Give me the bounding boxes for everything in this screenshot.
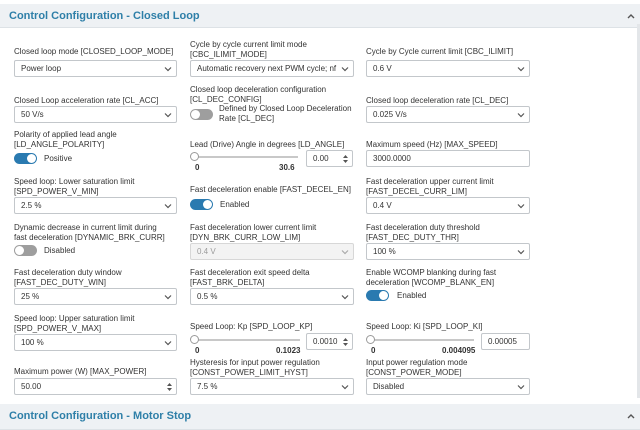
fast-dec-duty-thr-select[interactable] xyxy=(366,243,530,260)
max-speed-input[interactable] xyxy=(366,150,530,167)
const-power-mode-label: Input power regulation mode xyxy=(366,358,468,367)
spinner-icon[interactable] xyxy=(166,381,173,393)
ld-angle-value: 0.00 xyxy=(313,154,329,163)
spd-loop-ki-value: 0.00005 xyxy=(488,337,517,346)
ld-angle-label: Lead (Drive) Angle in degrees [LD_ANGLE] xyxy=(190,140,345,149)
ld-angle-min: 0 xyxy=(195,163,200,172)
const-power-limit-hyst-label-2: [CONST_POWER_LIMIT_HYST] xyxy=(190,368,308,377)
chevron-down-icon xyxy=(164,65,172,73)
ld-angle-polarity-label: Polarity of applied lead angle xyxy=(14,130,117,139)
section-header-closed-loop[interactable] xyxy=(0,4,640,28)
ld-angle-input[interactable] xyxy=(306,150,353,167)
cl-acc-label: Closed Loop acceleration rate [CL_ACC] xyxy=(14,96,159,105)
chevron-down-icon xyxy=(164,293,172,301)
chevron-down-icon xyxy=(517,65,525,73)
spd-power-v-min-select[interactable] xyxy=(14,197,177,214)
cl-dec-config-toggle-text: Defined by Closed Loop Deceleration xyxy=(219,104,352,113)
cbc-ilimit-mode-value: Automatic recovery next PWM cycle; nf xyxy=(197,64,337,73)
const-power-mode-value: Disabled xyxy=(373,382,405,391)
chevron-down-icon xyxy=(164,202,172,210)
closed-loop-mode-select[interactable] xyxy=(14,60,177,77)
toggle-knob xyxy=(15,246,24,255)
chevron-down-icon xyxy=(517,202,525,210)
fast-decel-curr-lim-label-2: [FAST_DECEL_CURR_LIM] xyxy=(366,187,467,196)
max-power-value: 50.00 xyxy=(21,382,42,391)
dynamic-brk-curr-toggle-text: Disabled xyxy=(44,246,76,255)
dyn-brk-curr-low-lim-value: 0.4 V xyxy=(197,247,216,256)
fast-dec-duty-thr-value: 100 % xyxy=(373,247,396,256)
cl-acc-select[interactable] xyxy=(14,106,177,123)
spd-loop-kp-min: 0 xyxy=(195,346,200,355)
spd-loop-ki-max: 0.004095 xyxy=(442,346,476,355)
spd-loop-kp-value: 0.0010 xyxy=(313,337,338,346)
cbc-ilimit-mode-label: Cycle by cycle current limit mode xyxy=(190,40,307,49)
fast-dec-duty-win-label-2: [FAST_DEC_DUTY_WIN] xyxy=(14,278,107,287)
cl-dec-config-label: Closed loop deceleration configuration xyxy=(190,85,327,94)
spd-loop-ki-slider-track[interactable] xyxy=(370,339,474,341)
cbc-ilimit-select[interactable] xyxy=(366,60,530,77)
cl-dec-config-toggle-text-2: Rate [CL_DEC] xyxy=(219,114,275,123)
section-header-motor-stop[interactable] xyxy=(0,404,640,430)
spd-loop-kp-input[interactable] xyxy=(306,333,353,350)
max-speed-label: Maximum speed (Hz) [MAX_SPEED] xyxy=(366,140,498,149)
ld-angle-polarity-label-2: [LD_ANGLE_POLARITY] xyxy=(14,140,105,149)
const-power-mode-select[interactable] xyxy=(366,378,530,395)
cl-dec-config-label-2: [CL_DEC_CONFIG] xyxy=(190,95,262,104)
fast-dec-duty-thr-label-2: [FAST_DEC_DUTY_THR] xyxy=(366,233,459,242)
toggle-knob xyxy=(203,200,212,209)
fast-dec-duty-win-value: 25 % xyxy=(21,292,40,301)
spd-power-v-min-value: 2.5 % xyxy=(21,201,42,210)
const-power-mode-label-2: [CONST_POWER_MODE] xyxy=(366,368,462,377)
wcomp-blank-en-toggle[interactable] xyxy=(366,290,389,301)
ld-angle-slider-track[interactable] xyxy=(194,156,298,158)
chevron-down-icon xyxy=(341,293,349,301)
spd-power-v-max-label: Speed loop: Upper saturation limit xyxy=(14,314,135,323)
ld-angle-polarity-toggle[interactable] xyxy=(14,153,37,164)
chevron-up-icon[interactable] xyxy=(626,411,636,421)
fast-decel-en-label: Fast deceleration enable [FAST_DECEL_EN] xyxy=(190,185,351,194)
dynamic-brk-curr-label: Dynamic decrease in current limit during xyxy=(14,223,157,232)
fast-dec-duty-win-select[interactable] xyxy=(14,288,177,305)
wcomp-blank-en-label: Enable WCOMP blanking during fast xyxy=(366,268,497,277)
cl-acc-value: 50 V/s xyxy=(21,110,44,119)
spd-loop-kp-max: 0.1023 xyxy=(276,346,301,355)
spd-loop-ki-slider-thumb[interactable] xyxy=(366,335,375,344)
chevron-down-icon xyxy=(341,383,349,391)
wcomp-blank-en-label-2: deceleration [WCOMP_BLANK_EN] xyxy=(366,278,495,287)
cbc-ilimit-label: Cycle by Cycle current limit [CBC_ILIMIT] xyxy=(366,47,514,56)
cl-dec-select[interactable] xyxy=(366,106,530,123)
fast-decel-en-toggle-text: Enabled xyxy=(220,200,250,209)
spd-loop-kp-slider-thumb[interactable] xyxy=(190,335,199,344)
fast-dec-duty-win-label: Fast deceleration duty window xyxy=(14,268,122,277)
dyn-brk-curr-low-lim-label: Fast deceleration lower current limit xyxy=(190,223,317,232)
spinner-icon[interactable] xyxy=(342,336,349,348)
cl-dec-value: 0.025 V/s xyxy=(373,110,407,119)
fast-brk-delta-label-2: [FAST_BRK_DELTA] xyxy=(190,278,265,287)
spd-power-v-max-value: 100 % xyxy=(21,338,44,347)
spd-power-v-max-label-2: [SPD_POWER_V_MAX] xyxy=(14,324,102,333)
toggle-knob xyxy=(379,291,388,300)
spd-loop-kp-label: Speed Loop: Kp [SPD_LOOP_KP] xyxy=(190,322,313,331)
spd-loop-ki-label: Speed Loop: Ki [SPD_LOOP_KI] xyxy=(366,322,483,331)
spd-power-v-max-select[interactable] xyxy=(14,334,177,351)
spinner-icon[interactable] xyxy=(342,153,349,165)
chevron-down-icon xyxy=(341,65,349,73)
fast-dec-duty-thr-label: Fast deceleration duty threshold xyxy=(366,223,480,232)
fast-decel-curr-lim-select[interactable] xyxy=(366,197,530,214)
chevron-down-icon xyxy=(517,248,525,256)
fast-brk-delta-value: 0.5 % xyxy=(197,292,218,301)
dynamic-brk-curr-toggle[interactable] xyxy=(14,245,37,256)
spd-power-v-min-label-2: [SPD_POWER_V_MIN] xyxy=(14,187,99,196)
toggle-knob xyxy=(27,154,36,163)
fast-decel-en-toggle[interactable] xyxy=(190,199,213,210)
chevron-down-icon xyxy=(164,339,172,347)
spd-loop-ki-input[interactable] xyxy=(481,333,530,350)
fast-brk-delta-label: Fast deceleration exit speed delta xyxy=(190,268,310,277)
closed-loop-mode-value: Power loop xyxy=(21,64,62,73)
spd-loop-kp-slider-track[interactable] xyxy=(194,339,300,341)
spd-loop-ki-min: 0 xyxy=(371,346,376,355)
chevron-down-icon xyxy=(341,248,349,256)
ld-angle-max: 30.6 xyxy=(279,163,295,172)
chevron-down-icon xyxy=(517,111,525,119)
fast-decel-curr-lim-label: Fast deceleration upper current limit xyxy=(366,177,494,186)
spd-power-v-min-label: Speed loop: Lower saturation limit xyxy=(14,177,135,186)
ld-angle-polarity-toggle-text: Positive xyxy=(44,154,73,163)
dyn-brk-curr-low-lim-label-2: [DYN_BRK_CURR_LOW_LIM] xyxy=(190,233,301,242)
const-power-limit-hyst-value: 7.5 % xyxy=(197,382,218,391)
max-power-input[interactable] xyxy=(14,378,177,395)
max-speed-value: 3000.0000 xyxy=(373,154,411,163)
max-power-label: Maximum power (W) [MAX_POWER] xyxy=(14,367,147,376)
chevron-down-icon xyxy=(517,383,525,391)
const-power-limit-hyst-select[interactable] xyxy=(190,378,354,395)
cbc-ilimit-mode-label-2: [CBC_ILIMIT_MODE] xyxy=(190,50,267,59)
cbc-ilimit-value: 0.6 V xyxy=(373,64,392,73)
dynamic-brk-curr-label-2: fast deceleration [DYNAMIC_BRK_CURR] xyxy=(14,233,165,242)
const-power-limit-hyst-label: Hysteresis for input power regulation xyxy=(190,358,320,367)
section-title: Control Configuration - Motor Stop xyxy=(9,410,192,422)
chevron-down-icon xyxy=(164,111,172,119)
toggle-knob xyxy=(191,110,200,119)
dyn-brk-curr-low-lim-select xyxy=(190,243,354,260)
chevron-up-icon[interactable] xyxy=(626,11,636,21)
cl-dec-config-toggle[interactable] xyxy=(190,109,213,120)
section-title: Control Configuration - Closed Loop xyxy=(9,10,200,22)
fast-brk-delta-select[interactable] xyxy=(190,288,354,305)
fast-decel-curr-lim-value: 0.4 V xyxy=(373,201,392,210)
ld-angle-slider-thumb[interactable] xyxy=(190,152,199,161)
closed-loop-mode-label: Closed loop mode [CLOSED_LOOP_MODE] xyxy=(14,47,174,56)
cl-dec-label: Closed loop deceleration rate [CL_DEC] xyxy=(366,96,509,105)
wcomp-blank-en-toggle-text: Enabled xyxy=(397,291,427,300)
cbc-ilimit-mode-select[interactable] xyxy=(190,60,354,77)
